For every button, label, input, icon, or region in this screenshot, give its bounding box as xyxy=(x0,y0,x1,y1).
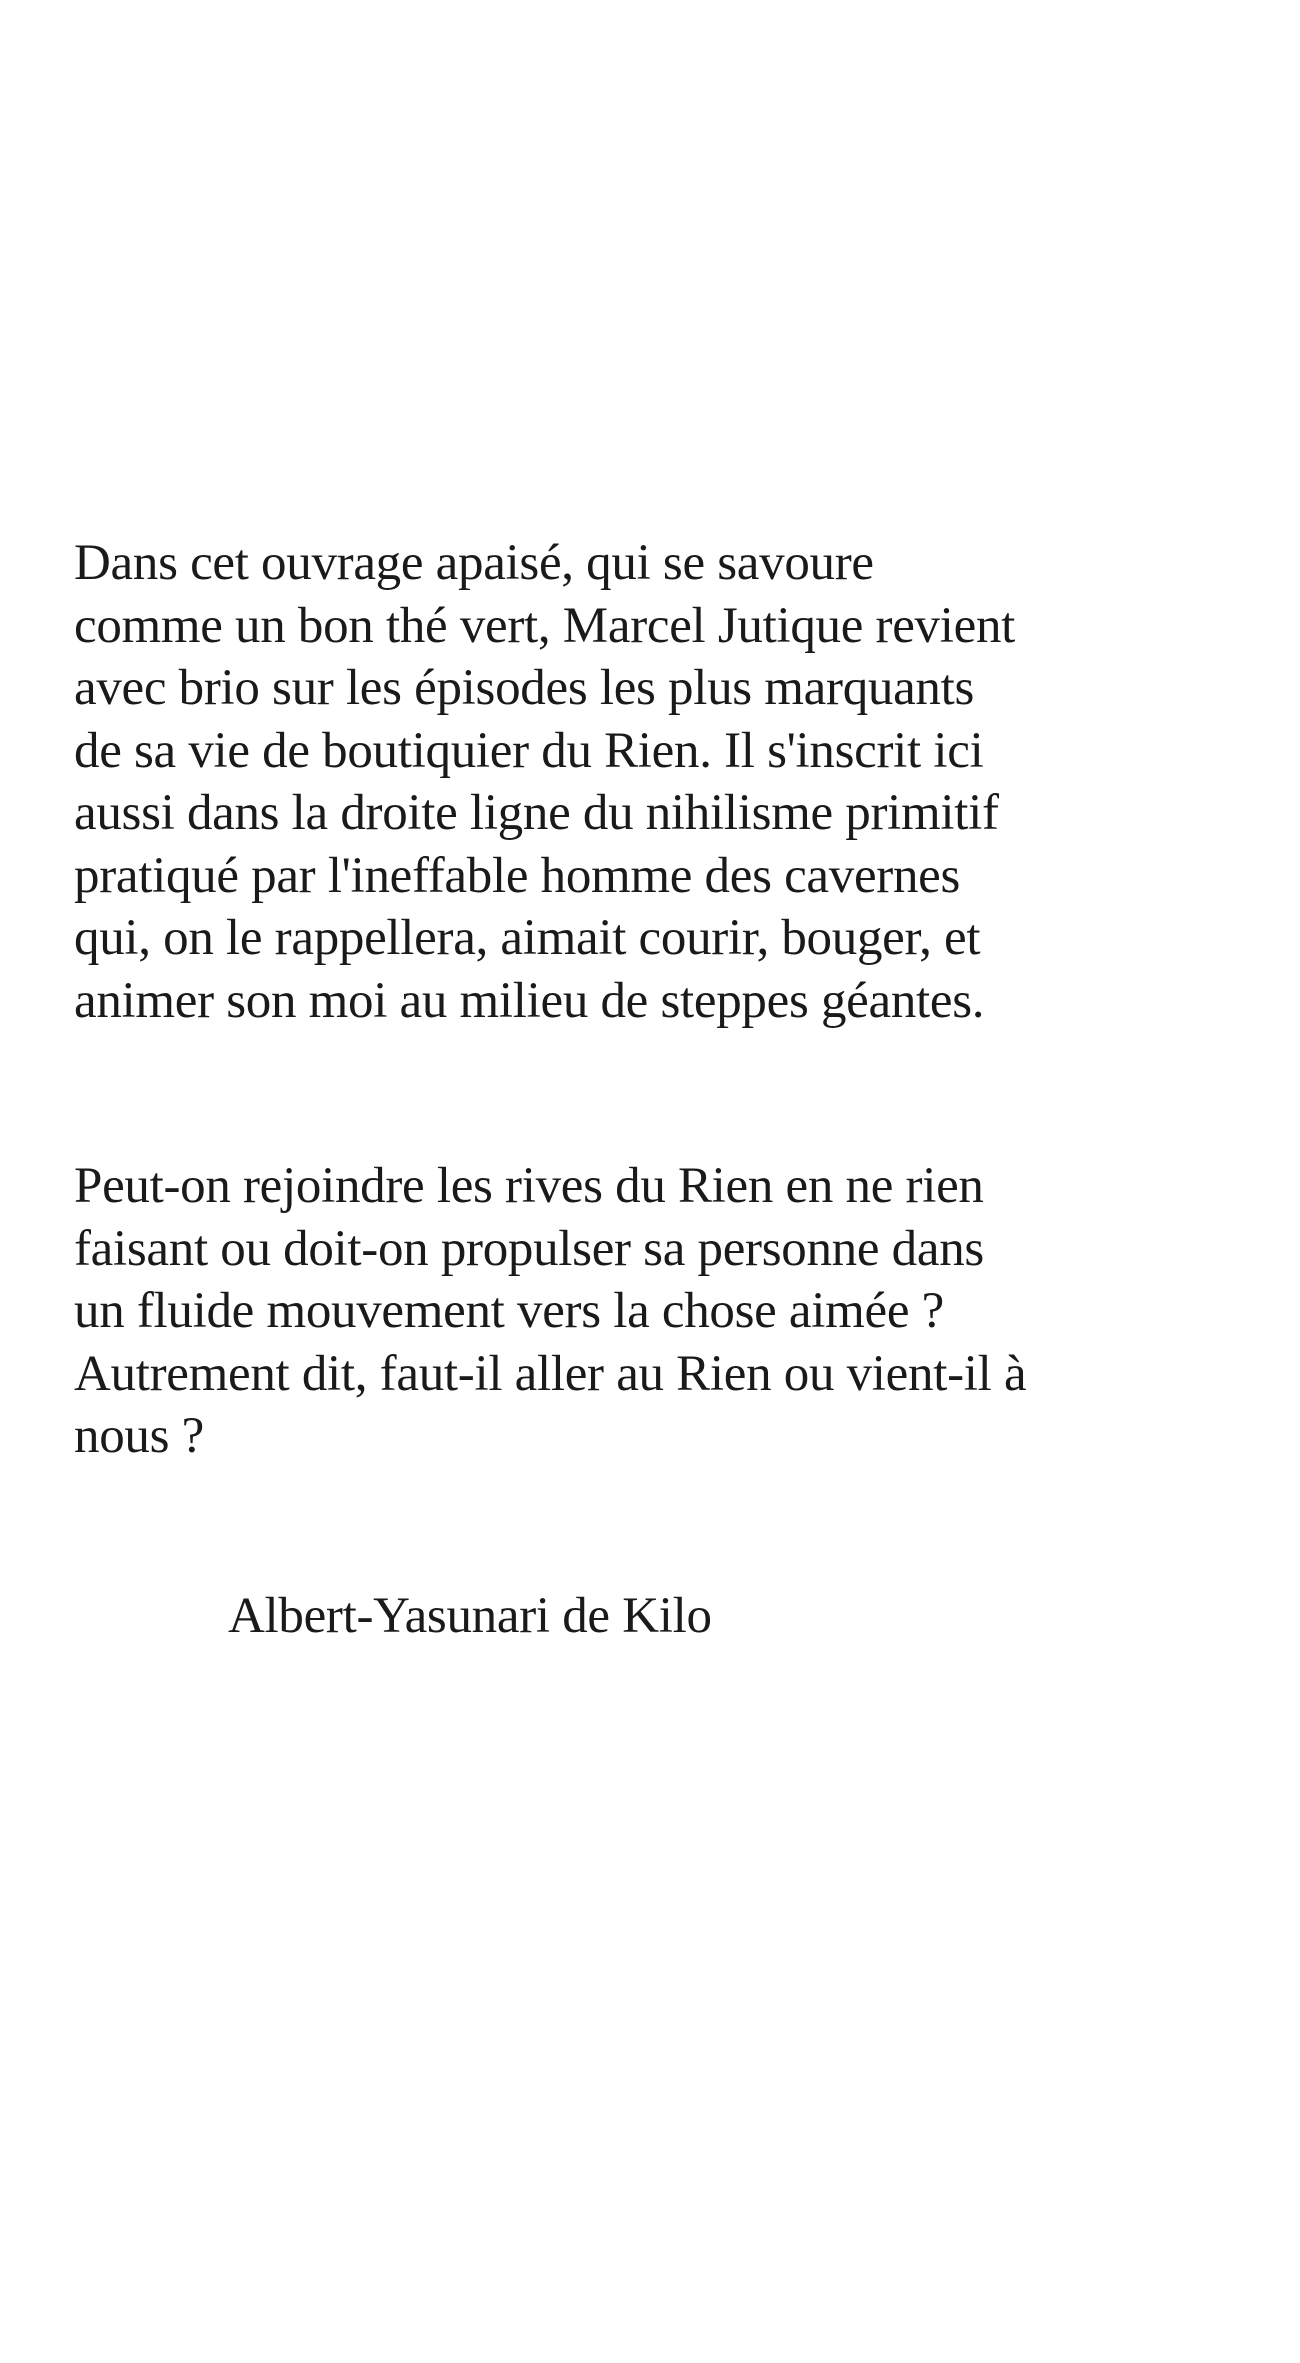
text-line: aussi dans la droite ligne du nihilisme primitif xyxy=(74,785,999,841)
text-line: qui, on le rappellera, aimait courir, bouger, et xyxy=(74,910,981,966)
text-line: avec brio sur les épisodes les plus marquants xyxy=(74,660,975,716)
text-line: Autrement dit, faut-il aller au Rien ou vient-il à xyxy=(74,1345,1027,1402)
blurb-paragraph-1 xyxy=(74,532,1094,1032)
blurb-paragraph-2 xyxy=(74,1155,1094,1468)
text-line: un fluide mouvement vers la chose aimée ? xyxy=(74,1283,944,1339)
text-line: comme un bon thé vert, Marcel Jutique revient xyxy=(74,597,1016,654)
text-line: de sa vie de boutiquier du Rien. Il s'inscrit ici xyxy=(74,722,984,779)
text-line: animer son moi au milieu de steppes géantes. xyxy=(74,972,985,1029)
text-line: faisant ou doit-on propulser sa personne dans xyxy=(74,1220,984,1277)
text-line: Peut-on rejoindre les rives du Rien en ne rien xyxy=(74,1158,984,1214)
text-line: pratiqué par l'ineffable homme des cavernes xyxy=(74,847,961,904)
text-line: nous ? xyxy=(74,1408,204,1464)
author-signature: Albert-Yasunari de Kilo xyxy=(228,1588,712,1644)
text-line: Dans cet ouvrage apaisé, qui se savoure xyxy=(74,535,874,591)
